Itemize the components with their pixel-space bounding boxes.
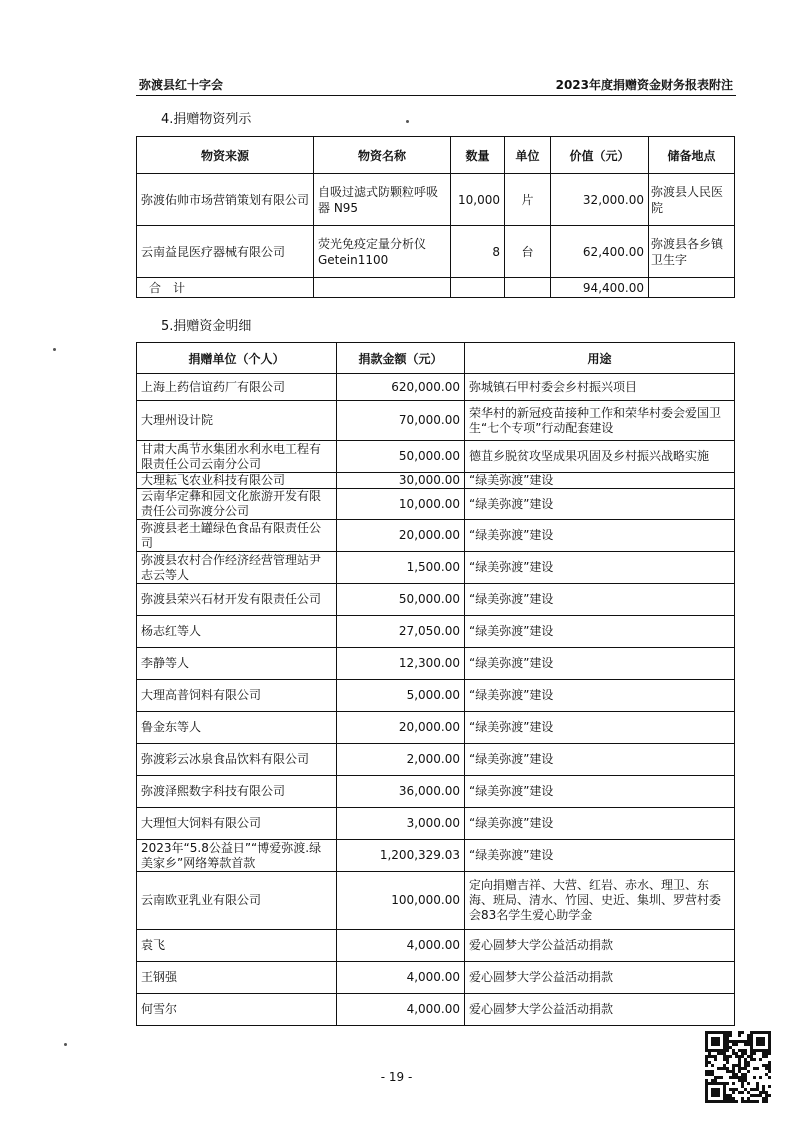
col-header-qty: 数量 bbox=[451, 137, 505, 174]
total-label: 合 计 bbox=[137, 278, 314, 298]
table-row bbox=[137, 489, 735, 520]
cell-donor: 大理高普饲料有限公司 bbox=[137, 680, 337, 712]
header-org: 弥渡县红十字会 bbox=[139, 78, 224, 92]
empty-cell bbox=[314, 278, 451, 298]
cell-amount: 50,000.00 bbox=[337, 441, 465, 473]
cell-purpose: “绿美弥渡”建设 bbox=[465, 473, 735, 489]
cell-donor: 弥渡县农村合作经济经营管理站尹志云等人 bbox=[137, 552, 337, 584]
page-number: - 19 - bbox=[380, 1070, 413, 1084]
cell-qty: 8 bbox=[451, 226, 505, 278]
cell-amount: 4,000.00 bbox=[337, 962, 465, 994]
table-row bbox=[137, 226, 735, 278]
cell-amount: 620,000.00 bbox=[337, 374, 465, 401]
empty-cell bbox=[649, 278, 735, 298]
cell-amount: 12,300.00 bbox=[337, 648, 465, 680]
cell-unit: 台 bbox=[505, 226, 551, 278]
cell-amount: 20,000.00 bbox=[337, 712, 465, 744]
cell-donor: 大理州设计院 bbox=[137, 401, 337, 441]
cell-unit: 片 bbox=[505, 174, 551, 226]
cell-donor: 大理恒大饲料有限公司 bbox=[137, 808, 337, 840]
cell-purpose: “绿美弥渡”建设 bbox=[465, 616, 735, 648]
table-row bbox=[137, 473, 735, 489]
cell-purpose: 弥城镇石甲村委会乡村振兴项目 bbox=[465, 374, 735, 401]
cell-purpose: “绿美弥渡”建设 bbox=[465, 552, 735, 584]
table-row bbox=[137, 808, 735, 840]
cell-purpose: 爱心圆梦大学公益活动捐款 bbox=[465, 962, 735, 994]
cell-donor: 大理耘飞农业科技有限公司 bbox=[137, 473, 337, 489]
cell-purpose: “绿美弥渡”建设 bbox=[465, 776, 735, 808]
cell-amount: 1,500.00 bbox=[337, 552, 465, 584]
table-row bbox=[137, 552, 735, 584]
cell-location: 弥渡县各乡镇卫生字 bbox=[649, 226, 735, 278]
cell-source: 云南益昆医疗器械有限公司 bbox=[137, 226, 314, 278]
scan-speck bbox=[53, 348, 56, 351]
cell-source: 弥渡佑帅市场营销策划有限公司 bbox=[137, 174, 314, 226]
table-row bbox=[137, 962, 735, 994]
section5-title: 5.捐赠资金明细 bbox=[161, 319, 252, 334]
cell-donor: 弥渡县荣兴石材开发有限责任公司 bbox=[137, 584, 337, 616]
table-row bbox=[137, 374, 735, 401]
cell-purpose: 爱心圆梦大学公益活动捐款 bbox=[465, 994, 735, 1026]
table-row bbox=[137, 584, 735, 616]
table-total-row bbox=[137, 278, 735, 298]
total-value: 94,400.00 bbox=[551, 278, 649, 298]
scan-speck bbox=[64, 1043, 67, 1046]
cell-donor: 云南华定彝和园文化旅游开发有限责任公司弥渡分公司 bbox=[137, 489, 337, 520]
col-header-source: 物资来源 bbox=[137, 137, 314, 174]
cell-amount: 3,000.00 bbox=[337, 808, 465, 840]
cell-purpose: 定向捐赠吉祥、大营、红岩、赤水、理卫、东海、班局、清水、竹园、史近、集圳、罗营村委会83名学生爱心助学金 bbox=[465, 872, 735, 930]
cell-amount: 20,000.00 bbox=[337, 520, 465, 552]
table-row bbox=[137, 616, 735, 648]
cell-donor: 弥渡县老土罐绿色食品有限责任公司 bbox=[137, 520, 337, 552]
cell-purpose: “绿美弥渡”建设 bbox=[465, 520, 735, 552]
cell-amount: 30,000.00 bbox=[337, 473, 465, 489]
cell-donor: 何雪尔 bbox=[137, 994, 337, 1026]
section4-title: 4.捐赠物资列示 bbox=[161, 112, 252, 127]
cell-amount: 27,050.00 bbox=[337, 616, 465, 648]
cell-amount: 2,000.00 bbox=[337, 744, 465, 776]
col-header-location: 储备地点 bbox=[649, 137, 735, 174]
cell-amount: 50,000.00 bbox=[337, 584, 465, 616]
funds-table-body bbox=[137, 374, 735, 1026]
col-header-donor: 捐赠单位（个人） bbox=[137, 343, 337, 374]
table-row bbox=[137, 840, 735, 872]
table-row bbox=[137, 520, 735, 552]
cell-purpose: “绿美弥渡”建设 bbox=[465, 744, 735, 776]
table-header-row bbox=[137, 137, 735, 174]
cell-donor: 弥渡泽熙数字科技有限公司 bbox=[137, 776, 337, 808]
cell-donor: 鲁金东等人 bbox=[137, 712, 337, 744]
cell-qty: 10,000 bbox=[451, 174, 505, 226]
cell-amount: 5,000.00 bbox=[337, 680, 465, 712]
donated-goods-table bbox=[136, 136, 735, 298]
cell-donor: 杨志红等人 bbox=[137, 616, 337, 648]
table-row bbox=[137, 648, 735, 680]
col-header-item: 物资名称 bbox=[314, 137, 451, 174]
cell-donor: 上海上药信谊药厂有限公司 bbox=[137, 374, 337, 401]
table-row bbox=[137, 441, 735, 473]
cell-value: 32,000.00 bbox=[551, 174, 649, 226]
cell-donor: 2023年“5.8公益日”“博爱弥渡.绿美家乡”网络筹款首款 bbox=[137, 840, 337, 872]
cell-purpose: 爱心圆梦大学公益活动捐款 bbox=[465, 930, 735, 962]
cell-purpose: “绿美弥渡”建设 bbox=[465, 489, 735, 520]
cell-donor: 王钢强 bbox=[137, 962, 337, 994]
table-row bbox=[137, 712, 735, 744]
table-row bbox=[137, 872, 735, 930]
cell-donor: 云南欧亚乳业有限公司 bbox=[137, 872, 337, 930]
cell-purpose: “绿美弥渡”建设 bbox=[465, 680, 735, 712]
cell-purpose: “绿美弥渡”建设 bbox=[465, 712, 735, 744]
cell-donor: 李静等人 bbox=[137, 648, 337, 680]
cell-amount: 1,200,329.03 bbox=[337, 840, 465, 872]
cell-purpose: “绿美弥渡”建设 bbox=[465, 648, 735, 680]
donated-funds-table bbox=[136, 342, 735, 1026]
cell-value: 62,400.00 bbox=[551, 226, 649, 278]
cell-amount: 4,000.00 bbox=[337, 994, 465, 1026]
col-header-amount: 捐款金额（元） bbox=[337, 343, 465, 374]
cell-purpose: “绿美弥渡”建设 bbox=[465, 840, 735, 872]
header-title: 2023年度捐赠资金财务报表附注 bbox=[555, 78, 733, 92]
cell-amount: 100,000.00 bbox=[337, 872, 465, 930]
empty-cell bbox=[451, 278, 505, 298]
table-row bbox=[137, 930, 735, 962]
qr-code-icon bbox=[704, 1031, 772, 1103]
table-row bbox=[137, 776, 735, 808]
col-header-purpose: 用途 bbox=[465, 343, 735, 374]
cell-purpose: 德苴乡脱贫攻坚成果巩固及乡村振兴战略实施 bbox=[465, 441, 735, 473]
cell-donor: 弥渡彩云冰泉食品饮料有限公司 bbox=[137, 744, 337, 776]
cell-amount: 4,000.00 bbox=[337, 930, 465, 962]
cell-purpose: 荣华村的新冠疫苗接种工作和荣华村委会爱国卫生“七个专项”行动配套建设 bbox=[465, 401, 735, 441]
cell-purpose: “绿美弥渡”建设 bbox=[465, 584, 735, 616]
cell-purpose: “绿美弥渡”建设 bbox=[465, 808, 735, 840]
table-header-row bbox=[137, 343, 735, 374]
cell-item: 自吸过滤式防颗粒呼吸器 N95 bbox=[314, 174, 451, 226]
col-header-unit: 单位 bbox=[505, 137, 551, 174]
cell-amount: 70,000.00 bbox=[337, 401, 465, 441]
table-row bbox=[137, 744, 735, 776]
cell-amount: 36,000.00 bbox=[337, 776, 465, 808]
cell-donor: 甘肃大禹节水集团水利水电工程有限责任公司云南分公司 bbox=[137, 441, 337, 473]
table-row bbox=[137, 994, 735, 1026]
table-row bbox=[137, 680, 735, 712]
table-row bbox=[137, 174, 735, 226]
scan-speck bbox=[406, 120, 409, 123]
cell-location: 弥渡县人民医院 bbox=[649, 174, 735, 226]
empty-cell bbox=[505, 278, 551, 298]
col-header-value: 价值（元） bbox=[551, 137, 649, 174]
table-row bbox=[137, 401, 735, 441]
cell-item: 荧光免疫定量分析仪 Getein1100 bbox=[314, 226, 451, 278]
cell-donor: 袁飞 bbox=[137, 930, 337, 962]
header-rule bbox=[136, 95, 736, 96]
cell-amount: 10,000.00 bbox=[337, 489, 465, 520]
